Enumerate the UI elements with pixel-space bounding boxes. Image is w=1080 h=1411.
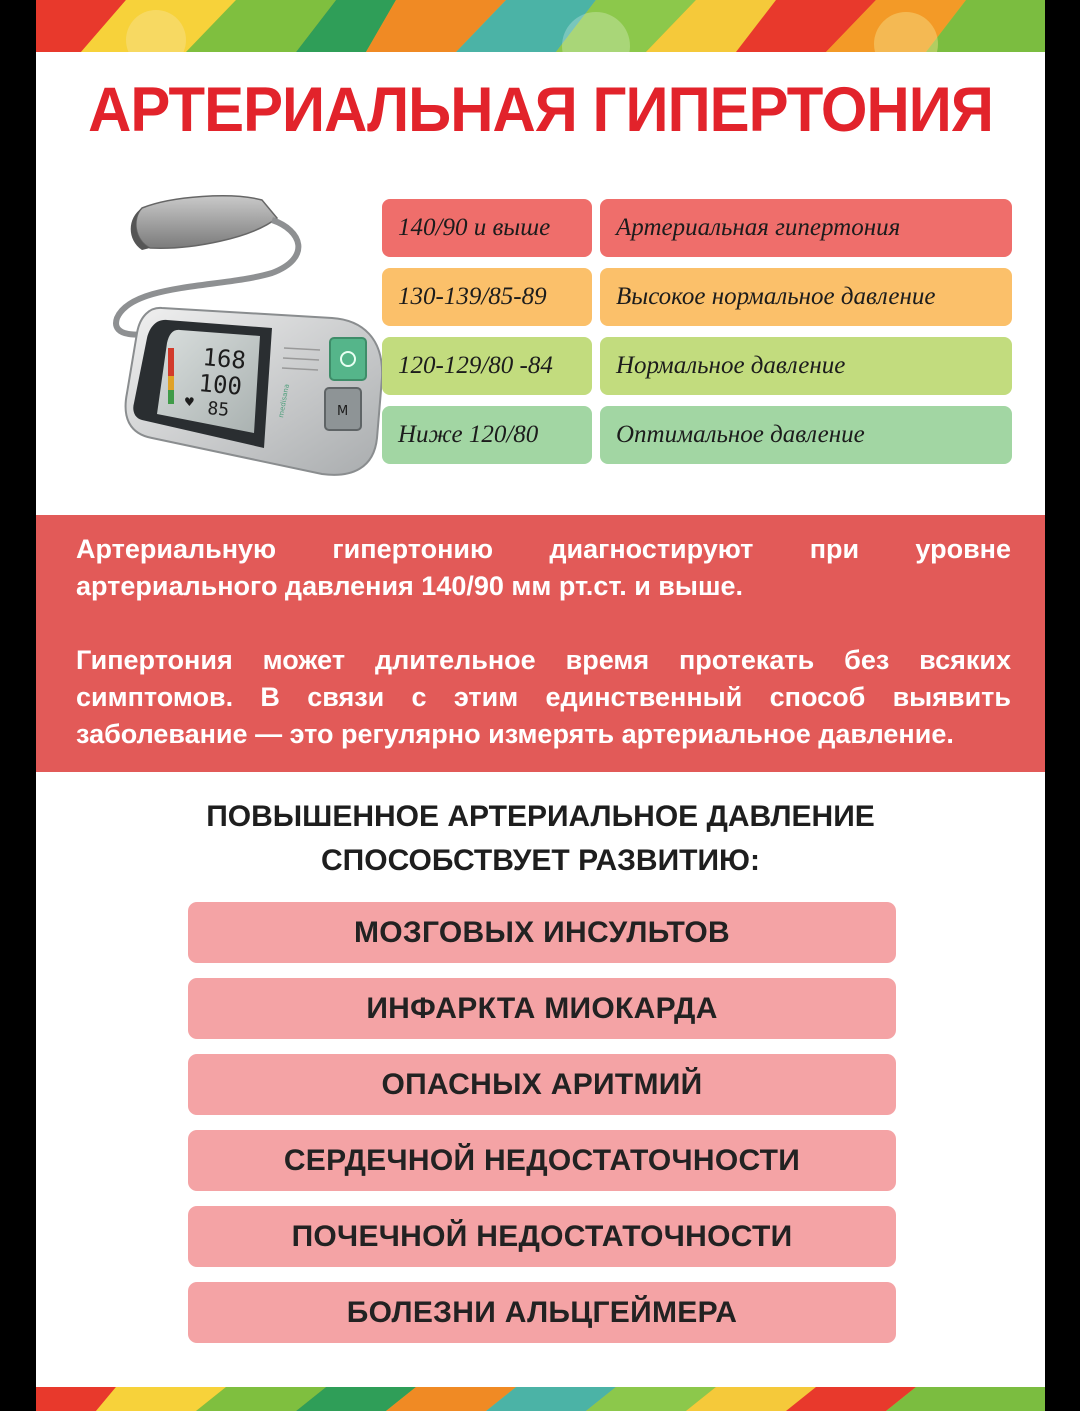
range-row <box>382 268 1012 326</box>
condition-item: МОЗГОВЫХ ИНСУЛЬТОВ <box>188 902 896 963</box>
svg-text:85: 85 <box>206 398 230 421</box>
conditions-heading-line: ПОВЫШЕННОЕ АРТЕРИАЛЬНОЕ ДАВЛЕНИЕ <box>206 800 875 833</box>
decorative-band-bottom <box>36 1387 1045 1411</box>
pressure-ranges-table <box>382 199 1012 475</box>
condition-item: ОПАСНЫХ АРИТМИЙ <box>188 1054 896 1115</box>
blood-pressure-monitor-image <box>72 178 402 498</box>
svg-text:medisana: medisana <box>277 383 291 419</box>
geometric-pattern-icon <box>36 1387 1045 1411</box>
geometric-pattern-icon <box>36 0 1045 52</box>
info-paragraph: Гипертония может длительное время протекать без всяких симптомов. В связи с этим единственный способ выявить заболевание — это регулярно измерять артериальное давление. <box>76 645 1011 749</box>
info-paragraph: Артериальную гипертонию диагностируют при уровне артериального давления 140/90 мм рт.ст. и выше. <box>76 534 1011 601</box>
range-label: Высокое нормальное давление <box>600 268 1012 326</box>
conditions-heading-line: СПОСОБСТВУЕТ РАЗВИТИЮ: <box>321 844 760 877</box>
range-label: Нормальное давление <box>600 337 1012 395</box>
svg-text:♥: ♥ <box>184 395 195 409</box>
page-title: АРТЕРИАЛЬНАЯ ГИПЕРТОНИЯ <box>88 75 993 145</box>
conditions-list <box>188 902 896 1358</box>
range-value: 120-129/80 -84 <box>382 337 592 395</box>
range-row <box>382 337 1012 395</box>
svg-text:100: 100 <box>197 369 244 401</box>
range-value: 140/90 и выше <box>382 199 592 257</box>
range-label: Артериальная гипертония <box>600 199 1012 257</box>
poster <box>36 0 1045 1411</box>
range-row <box>382 406 1012 464</box>
decorative-band-top <box>36 0 1045 52</box>
range-label: Оптимальное давление <box>600 406 1012 464</box>
svg-text:168: 168 <box>201 343 248 375</box>
range-value: Ниже 120/80 <box>382 406 592 464</box>
svg-text:M: M <box>337 404 349 419</box>
range-value: 130-139/85-89 <box>382 268 592 326</box>
condition-item: БОЛЕЗНИ АЛЬЦГЕЙМЕРА <box>188 1282 896 1343</box>
condition-item: ИНФАРКТА МИОКАРДА <box>188 978 896 1039</box>
info-block <box>36 515 1045 772</box>
conditions-heading <box>36 795 1045 883</box>
condition-item: СЕРДЕЧНОЙ НЕДОСТАТОЧНОСТИ <box>188 1130 896 1191</box>
range-row <box>382 199 1012 257</box>
condition-item: ПОЧЕЧНОЙ НЕДОСТАТОЧНОСТИ <box>188 1206 896 1267</box>
